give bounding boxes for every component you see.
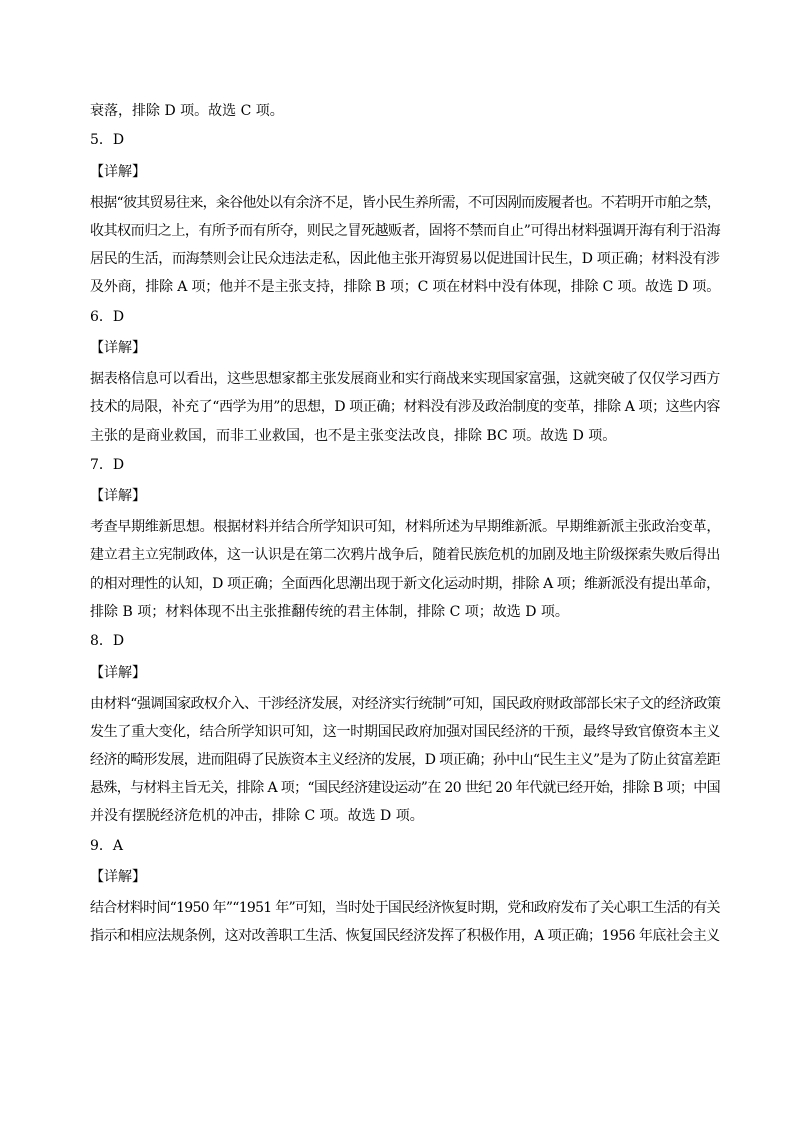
paragraph-line: 发生了重大变化，结合所学知识可知，这一时期国民政府加强对国民经济的干预，最终导致官僚资本主义 [90,723,721,740]
paragraph-line: 主张的是商业救国，而非工业救国，也不是主张变法改良，排除 BC 项。故选 D 项。 [90,427,617,444]
paragraph-line: 建立君主立宪制政体，这一认识是在第二次鸦片战争后，随着民族危机的加剧及地主阶级探索失败后得出 [90,547,721,564]
paragraph-line: 由材料“强调国家政权介入、干涉经济发展，对经济实行统制”可知，国民政府财政部部长宋子文的经济政策 [90,695,721,712]
explanation-heading: 【详解】 [90,869,146,886]
answer-number: 6．D [90,308,125,325]
answer-number: 8．D [90,633,125,650]
paragraph-line: 根据“彼其贸易往来，籴谷他处以有余济不足，皆小民生养所需，不可因剐而废履者也。不若明开市舶之禁， [90,194,721,211]
paragraph-line: 悬殊，与材料主旨无关，排除 A 项；“国民经济建设运动”在 20 世纪 20 年代就已经开始，排除 B 项；中国 [90,780,720,797]
paragraph-line: 的相对理性的认知，D 项正确；全面西化思潮出现于新文化运动时期，排除 A 项；维新派没有提出革命， [90,575,720,592]
paragraph-line: 衰落，排除 D 项。故选 C 项。 [90,103,284,119]
explanation-heading: 【详解】 [90,488,146,505]
paragraph-line: 排除 B 项；材料体现不出主张推翻传统的君主体制，排除 C 项；故选 D 项。 [90,603,569,620]
paragraph-line: 居民的生活，而海禁则会让民众违法走私，因此他主张开海贸易以促进国计民生，D 项正确；材料没有涉 [90,251,720,268]
paragraph-line: 结合材料时间“1950 年”“1951 年”可知，当时处于国民经济恢复时期，党和政府发布了关心职工生活的有关 [90,900,720,917]
paragraph-line: 及外商，排除 A 项；他并不是主张支持，排除 B 项；C 项在材料中没有体现，排除 C 项。故选 D 项。 [90,279,721,296]
paragraph-line: 指示和相应法规条例，这对改善职工生活、恢复国民经济发挥了积极作用，A 项正确；1956 年底社会主义 [90,928,720,945]
answer-number: 9．A [90,837,124,854]
explanation-heading: 【详解】 [90,664,146,681]
paragraph-line: 考查早期维新思想。根据材料并结合所学知识可知，材料所述为早期维新派。早期维新派主张政治变革， [90,519,721,536]
explanation-heading: 【详解】 [90,163,146,180]
paragraph-line: 据表格信息可以看出，这些思想家都主张发展商业和实行商战来实现国家富强，这就突破了仅仅学习西方 [90,371,721,388]
answer-number: 7．D [90,456,125,473]
answer-number: 5．D [90,132,125,149]
explanation-heading: 【详解】 [90,340,146,357]
document-page [90,97,720,951]
paragraph-line: 经济的畸形发展，进而阻碍了民族资本主义经济的发展，D 项正确；孙中山“民生主义”是为了防止贫富差距 [90,752,720,768]
paragraph-line: 收其权而归之上，有所予而有所夺，则民之冒死越贩者，固将不禁而自止”可得出材料强调开海有利于沿海 [90,222,721,239]
paragraph-line: 并没有摆脱经济危机的冲击，排除 C 项。故选 D 项。 [90,808,424,825]
paragraph-line: 技术的局限，补充了“西学为用”的思想，D 项正确；材料没有涉及政治制度的变革，排除 A 项；这些内容 [90,399,720,416]
